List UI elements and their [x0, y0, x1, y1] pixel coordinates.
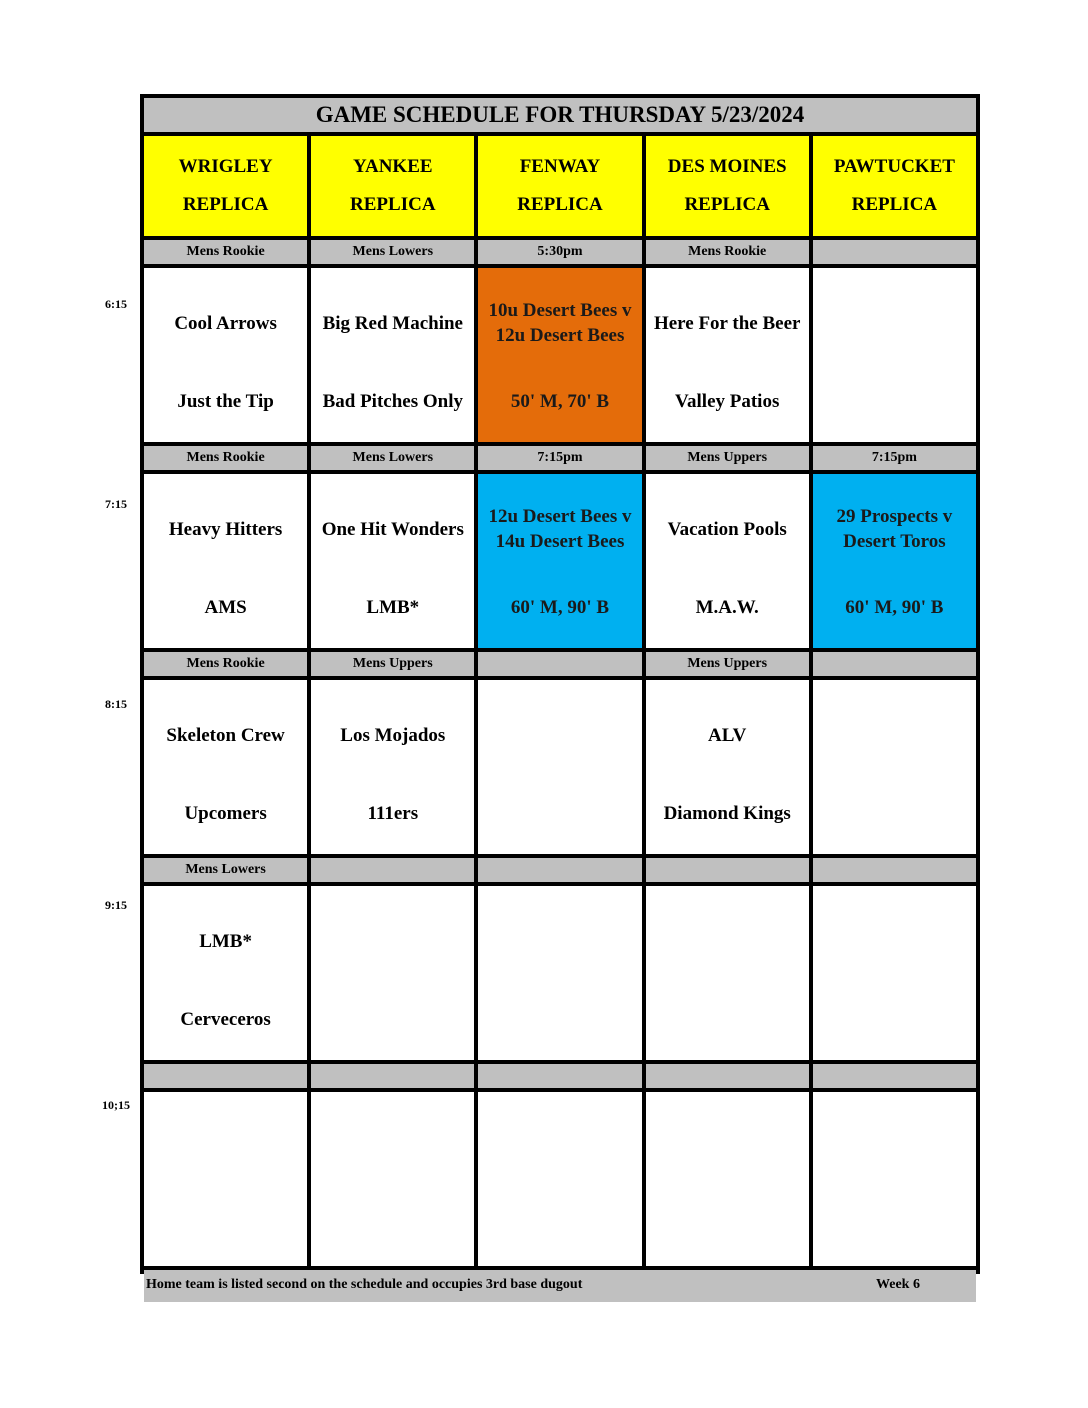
- game-cell: [144, 1092, 307, 1266]
- home-team: 111ers: [367, 802, 419, 824]
- away-team: [144, 1122, 307, 1172]
- division-label: Mens Rookie: [646, 240, 809, 264]
- division-label: [813, 652, 976, 676]
- division-label: Mens Lowers: [311, 446, 474, 470]
- field-dimensions: 60' M, 90' B: [510, 596, 610, 618]
- division-label: Mens Uppers: [646, 652, 809, 676]
- home-team: [478, 798, 641, 828]
- game-cell: [144, 474, 307, 648]
- field-dimensions: 60' M, 90' B: [845, 596, 944, 618]
- game-cell: [311, 680, 474, 854]
- home-team: M.A.W.: [695, 596, 759, 618]
- away-team: Los Mojados: [340, 724, 446, 746]
- game-cell: [311, 1092, 474, 1266]
- division-label: 7:15pm: [813, 446, 976, 470]
- away-team: Here For the Beer: [653, 312, 801, 334]
- time-label: 8:15: [105, 697, 127, 711]
- footer-note: Home team is listed second on the schedule and occupies 3rd base dugout: [146, 1277, 583, 1292]
- division-label: [311, 1064, 474, 1088]
- field-header-fenway: [478, 136, 641, 236]
- home-team: Valley Patios: [675, 390, 780, 412]
- home-team: [813, 1004, 976, 1034]
- schedule-title: GAME SCHEDULE FOR THURSDAY 5/23/2024: [144, 98, 976, 132]
- away-team: Big Red Machine: [322, 312, 463, 334]
- field-name: PAWTUCKET: [833, 156, 955, 177]
- game-cell: [646, 886, 809, 1060]
- field-header-pawtucket: [813, 136, 976, 236]
- division-label: [478, 1064, 641, 1088]
- division-label: [478, 858, 641, 882]
- home-team: [478, 1210, 641, 1240]
- away-team: [813, 1122, 976, 1172]
- away-team: LMB*: [199, 930, 252, 952]
- division-label: Mens Rookie: [144, 240, 307, 264]
- game-cell: [311, 474, 474, 648]
- division-label: [646, 858, 809, 882]
- field-dimensions: 50' M, 70' B: [510, 390, 610, 412]
- home-team: Just the Tip: [177, 390, 274, 412]
- away-team: [813, 916, 976, 966]
- home-team: [813, 1210, 976, 1240]
- game-cell: [144, 268, 307, 442]
- division-label: [813, 1064, 976, 1088]
- matchup: 10u Desert Bees v 12u Desert Bees: [488, 300, 632, 346]
- away-team: [311, 1122, 474, 1172]
- schedule-table: [140, 94, 980, 1292]
- home-team: Bad Pitches Only: [322, 390, 463, 412]
- field-name: FENWAY: [519, 156, 601, 177]
- away-team: One Hit Wonders: [321, 518, 464, 540]
- division-label: Mens Rookie: [144, 652, 307, 676]
- division-label: [144, 1064, 307, 1088]
- field-name: DES MOINES: [667, 156, 787, 177]
- field-header-des-moines: [646, 136, 809, 236]
- matchup: 12u Desert Bees v 14u Desert Bees: [488, 506, 632, 552]
- time-label: 7:15: [105, 497, 127, 511]
- division-label: 7:15pm: [478, 446, 641, 470]
- week-label: Week 6: [876, 1277, 920, 1292]
- away-team: Cool Arrows: [174, 312, 277, 334]
- youth-game-cell: [813, 474, 976, 648]
- game-cell: [646, 1092, 809, 1266]
- game-cell: [813, 1092, 976, 1266]
- away-team: [478, 1122, 641, 1172]
- home-team: LMB*: [366, 596, 420, 618]
- time-label: 6:15: [105, 297, 127, 311]
- game-cell: [813, 680, 976, 854]
- division-label: Mens Rookie: [144, 446, 307, 470]
- time-label: 9:15: [105, 898, 127, 912]
- division-label: [311, 858, 474, 882]
- game-cell: [311, 886, 474, 1060]
- field-sub: REPLICA: [517, 194, 603, 215]
- youth-game-cell: [478, 474, 641, 648]
- home-team: Cerveceros: [180, 1008, 271, 1030]
- field-header-yankee: [311, 136, 474, 236]
- game-cell: [646, 474, 809, 648]
- game-cell: [813, 886, 976, 1060]
- home-team: [646, 1004, 809, 1034]
- game-cell: [478, 1092, 641, 1266]
- time-label: 10;15: [102, 1098, 130, 1112]
- away-team: Heavy Hitters: [168, 518, 283, 540]
- game-cell: [478, 680, 641, 854]
- home-team: [646, 1210, 809, 1240]
- field-name: WRIGLEY: [178, 156, 273, 177]
- home-team: [478, 1004, 641, 1034]
- division-label: Mens Uppers: [646, 446, 809, 470]
- youth-game-cell: [478, 268, 641, 442]
- footer-bar: [144, 1270, 976, 1302]
- field-sub: REPLICA: [684, 194, 770, 215]
- away-team: Vacation Pools: [667, 518, 787, 540]
- game-cell: [144, 886, 307, 1060]
- home-team: [813, 386, 976, 416]
- field-name: YANKEE: [353, 156, 433, 177]
- field-sub: REPLICA: [350, 194, 436, 215]
- division-label: Mens Uppers: [311, 652, 474, 676]
- division-label: [813, 858, 976, 882]
- matchup: 29 Prospects v Desert Toros: [836, 506, 953, 552]
- game-cell: [144, 680, 307, 854]
- away-team: [813, 710, 976, 760]
- away-team: [646, 916, 809, 966]
- field-header-wrigley: [144, 136, 307, 236]
- home-team: Upcomers: [184, 802, 267, 824]
- home-team: AMS: [204, 596, 247, 618]
- away-team: Skeleton Crew: [166, 724, 285, 746]
- home-team: [813, 798, 976, 828]
- field-sub: REPLICA: [851, 194, 938, 215]
- division-label: Mens Lowers: [311, 240, 474, 264]
- division-label: [646, 1064, 809, 1088]
- home-team: [311, 1004, 474, 1034]
- game-cell: [311, 268, 474, 442]
- away-team: [478, 916, 641, 966]
- game-cell: [646, 680, 809, 854]
- away-team: [813, 298, 976, 348]
- away-team: ALV: [708, 724, 747, 746]
- field-sub: REPLICA: [182, 194, 269, 215]
- home-team: [311, 1210, 474, 1240]
- home-team: [144, 1210, 307, 1240]
- division-label: [813, 240, 976, 264]
- division-label: Mens Lowers: [144, 858, 307, 882]
- away-team: [478, 710, 641, 760]
- division-label: 5:30pm: [478, 240, 641, 264]
- division-label: [478, 652, 641, 676]
- game-cell: [478, 886, 641, 1060]
- game-cell: [813, 268, 976, 442]
- away-team: [646, 1122, 809, 1172]
- away-team: [311, 916, 474, 966]
- game-cell: [646, 268, 809, 442]
- home-team: Diamond Kings: [663, 802, 791, 824]
